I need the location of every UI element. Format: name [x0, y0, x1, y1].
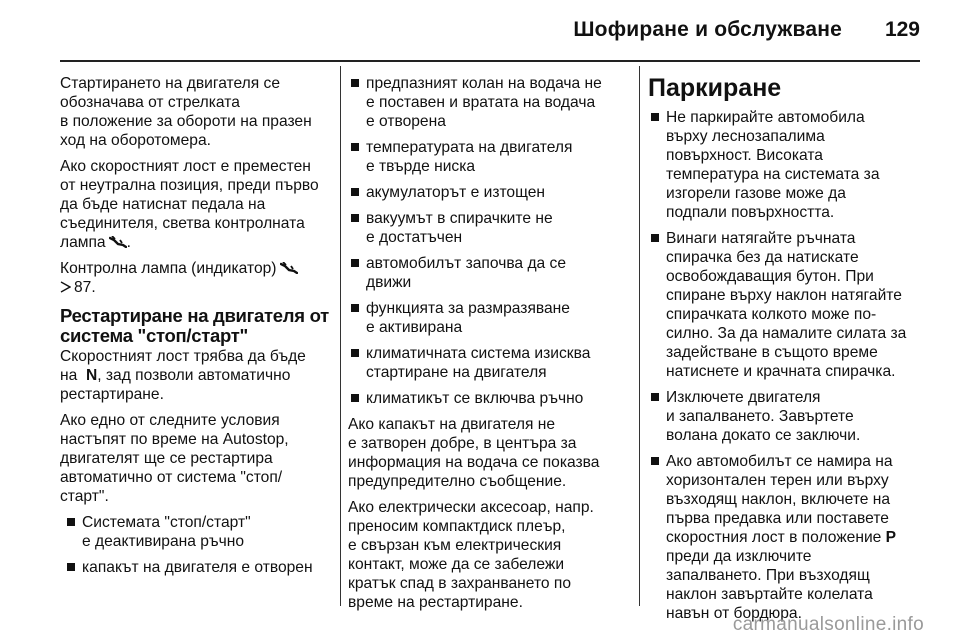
- bullet-list: [648, 108, 922, 623]
- text-line: Ако автомобилът се намира на: [666, 453, 893, 470]
- text-line: автоматично от система "стоп/: [60, 469, 283, 486]
- text-line: климатикът се включва ръчно: [366, 390, 584, 407]
- text-line: подпали повърхността.: [666, 204, 835, 221]
- bullet-square-icon: [651, 234, 659, 242]
- list-item: [648, 388, 922, 445]
- page-reference-triangle-icon: [60, 281, 71, 293]
- header-rule: [60, 60, 920, 62]
- page-header: [0, 0, 960, 62]
- text-line: климатичната система изисква: [366, 345, 591, 362]
- text-line: първа предавка или поставете: [666, 510, 889, 527]
- heading-restart: [60, 306, 334, 346]
- heading-parking: Паркиране: [648, 74, 782, 102]
- gear-letter: P: [885, 529, 897, 546]
- text-line: е свързан към електрическия: [348, 537, 562, 554]
- text-line: Скоростният лост трябва да бъде: [60, 348, 306, 365]
- text-line: , зад позволи автоматично: [97, 367, 291, 384]
- stop-start-lamp-icon: [280, 262, 298, 274]
- text-line: и запалването. Завъртете: [666, 408, 854, 425]
- bullet-square-icon: [351, 394, 359, 402]
- text-line: е достатъчен: [366, 229, 463, 246]
- text-line: волана докато се заключи.: [666, 427, 861, 444]
- text-line-end: .: [126, 234, 131, 251]
- paragraph-control-lamp: [60, 259, 334, 297]
- column-3: [648, 74, 922, 630]
- text-line: спиране върху наклон натягайте: [666, 287, 902, 304]
- heading-line: система "стоп/старт": [60, 325, 248, 346]
- text-line: настъпят по време на Autostop,: [60, 431, 289, 448]
- text-line: ход на оборотомера.: [60, 132, 211, 149]
- column-divider-2: [639, 66, 640, 606]
- text-line: рестартиране.: [60, 386, 164, 403]
- text-line: Контролна лампа (индикатор): [60, 260, 277, 277]
- bullet-list: [64, 513, 334, 577]
- text-line: контакт, може да се забележи: [348, 556, 565, 573]
- text-line: Ако едно от следните условия: [60, 412, 280, 429]
- paragraph-clutch-lamp: [60, 157, 334, 252]
- section-title: Шофиране и обслужване: [573, 18, 842, 41]
- paragraph-gear-neutral: [60, 347, 334, 404]
- text-line: обозначава от стрелката: [60, 94, 240, 111]
- text-line: е отворена: [366, 113, 446, 130]
- text-line: Ако електрически аксесоар, напр.: [348, 499, 594, 516]
- list-item: [348, 299, 624, 337]
- bullet-square-icon: [351, 214, 359, 222]
- text-line: Ако капакът на двигателя не: [348, 416, 556, 433]
- bullet-square-icon: [351, 304, 359, 312]
- text-line: повърхност. Високата: [666, 147, 823, 164]
- text-line: движи: [366, 274, 412, 291]
- text-line: в положение за обороти на празен: [60, 113, 312, 130]
- text-line: изгорели газове може да: [666, 185, 846, 202]
- text-line: е твърде ниска: [366, 158, 476, 175]
- text-line: е активирана: [366, 319, 463, 336]
- watermark-text: carmanualsonline.info: [732, 614, 924, 635]
- bullet-square-icon: [351, 259, 359, 267]
- bullet-square-icon: [351, 349, 359, 357]
- paragraph-hood-warning: [348, 415, 624, 491]
- text-line: е поставен и вратата на водача: [366, 94, 596, 111]
- list-item: [348, 138, 624, 176]
- text-line: от неутрална позиция, преди първо: [60, 177, 319, 194]
- list-item: [648, 452, 922, 623]
- text-line: двигателят ще се рестартира: [60, 450, 273, 467]
- bullet-square-icon: [651, 113, 659, 121]
- text-line: капакът на двигателя е отворен: [82, 559, 313, 576]
- text-line: запалването. При възходящ: [666, 567, 870, 584]
- list-item: [348, 183, 624, 202]
- text-line: Ако скоростният лост е преместен: [60, 158, 311, 175]
- bullet-square-icon: [351, 143, 359, 151]
- text-line: спирачка без да натискате: [666, 249, 859, 266]
- text-line: натиснете и крачната спирачка.: [666, 363, 896, 380]
- text-line: съединителя, светва контролната: [60, 215, 305, 232]
- text-line: предупредително съобщение.: [348, 473, 567, 490]
- text-line: е затворен добре, в центъра за: [348, 435, 577, 452]
- text-line: да бъде натиснат педала на: [60, 196, 266, 213]
- list-item: [348, 209, 624, 247]
- bullet-square-icon: [67, 563, 75, 571]
- column-2: [348, 74, 624, 619]
- text-line: на: [60, 367, 82, 384]
- list-item: [64, 558, 334, 577]
- stop-start-lamp-icon: [109, 236, 127, 248]
- text-line: Винаги натягайте ръчната: [666, 230, 856, 247]
- list-item: [348, 74, 624, 131]
- text-line: време на рестартиране.: [348, 594, 523, 611]
- text-line: е деактивирана ръчно: [82, 533, 245, 550]
- text-line: силно. За да намалите силата за: [666, 325, 907, 342]
- list-item: [348, 344, 624, 382]
- page-number: 129: [884, 18, 920, 41]
- paragraph-start-indication: [60, 74, 334, 150]
- list-item: [648, 108, 922, 222]
- paragraph-autostop-conditions: [60, 411, 334, 506]
- text-line: освобождаващия бутон. При: [666, 268, 874, 285]
- text-line: стартиране на двигателя: [366, 364, 547, 381]
- bullet-square-icon: [67, 518, 75, 526]
- text-line: автомобилът започва да се: [366, 255, 567, 272]
- text-line: функцията за размразяване: [366, 300, 570, 317]
- text-line: наклон завъртайте колелата: [666, 586, 873, 603]
- list-item: [348, 389, 624, 408]
- text-line: хоризонтален терен или върху: [666, 472, 889, 489]
- bullet-square-icon: [351, 188, 359, 196]
- text-line: задействане в същото време: [666, 344, 878, 361]
- column-divider-1: [340, 66, 341, 606]
- text-line: Стартирането на двигателя се: [60, 75, 281, 92]
- paragraph-accessory: [348, 498, 624, 612]
- bullet-square-icon: [651, 457, 659, 465]
- text-line: вакуумът в спирачките не: [366, 210, 553, 227]
- text-line: старт".: [60, 488, 109, 505]
- text-line: Не паркирайте автомобила: [666, 109, 865, 126]
- text-line: температурата на двигателя: [366, 139, 573, 156]
- text-line: преносим компактдиск плеър,: [348, 518, 566, 535]
- column-1: [60, 74, 334, 584]
- bullet-square-icon: [651, 393, 659, 401]
- text-line: предпазният колан на водача не: [366, 75, 602, 92]
- bullet-list: [348, 74, 624, 408]
- text-line: скоростния лост в положение: [666, 529, 886, 546]
- list-item: [648, 229, 922, 381]
- bullet-square-icon: [351, 79, 359, 87]
- text-line: информация на водача се показва: [348, 454, 600, 471]
- text-line: кратък спад в захранването по: [348, 575, 572, 592]
- page-reference: 87.: [74, 279, 96, 296]
- text-line: възходящ наклон, включете на: [666, 491, 891, 508]
- text-line: навън от бордюра.: [666, 605, 802, 622]
- gear-letter: N: [85, 367, 98, 384]
- text-line: спирачката колкото може по-: [666, 306, 877, 323]
- list-item: [64, 513, 334, 551]
- text-line: преди да изключите: [666, 548, 812, 565]
- text-line: върху леснозапалима: [666, 128, 825, 145]
- list-item: [348, 254, 624, 292]
- text-line: температура на системата за: [666, 166, 880, 183]
- text-line: Изключете двигателя: [666, 389, 821, 406]
- text-line: Системата "стоп/старт": [82, 514, 251, 531]
- text-line: лампа: [60, 234, 106, 251]
- heading-line: Рестартиране на двигателя от: [60, 305, 329, 326]
- text-line: акумулаторът е изтощен: [366, 184, 546, 201]
